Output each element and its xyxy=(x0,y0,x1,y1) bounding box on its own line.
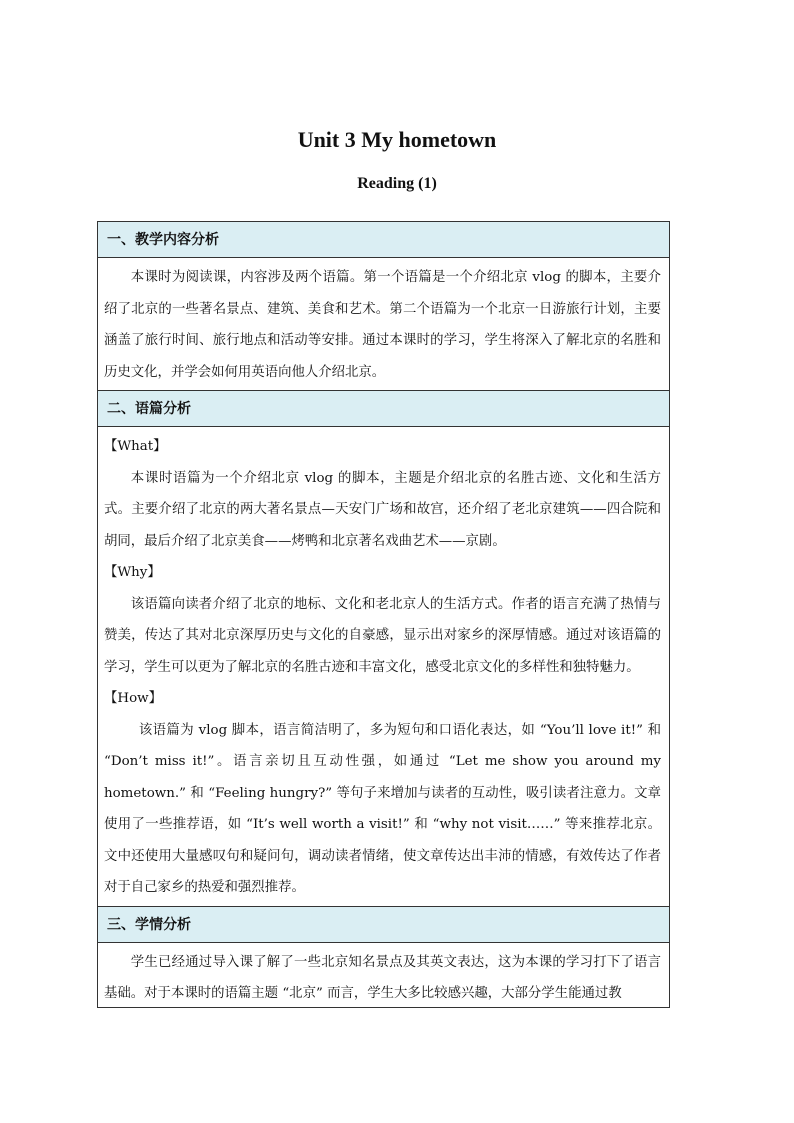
why-paragraph: 该语篇向读者介绍了北京的地标、文化和老北京人的生活方式。作者的语言充满了热情与赞美，传达了其对北京深厚历史与文化的自豪感，显示出对家乡的深厚情感。通过对该语篇的学习，学生可以更为了解北京的名胜古迹和丰富文化，感受北京文化的多样性和独特魅力。 xyxy=(104,596,661,675)
document-title: Unit 3 My hometown xyxy=(297,127,497,152)
learner-analysis-paragraph: 学生已经通过导入课了解了一些北京知名景点及其英文表达，这为本课的学习打下了语言基础。对于本课时的语篇主题 “北京” 而言，学生大多比较感兴趣，大部分学生能通过教 xyxy=(104,954,661,1001)
what-paragraph: 本课时语篇为一个介绍北京 vlog 的脚本，主题是介绍北京的名胜古迹、文化和生活方式。主要介绍了北京的两大著名景点—天安门广场和故宫，还介绍了老北京建筑——四合院和胡同，最后介绍了北京美食——烤鸭和北京著名戏曲艺术——京剧。 xyxy=(104,470,661,549)
section-heading-learner-analysis: 三、学情分析 xyxy=(98,907,669,943)
section-body-content-analysis xyxy=(98,258,669,391)
lesson-plan-table xyxy=(97,221,670,1008)
section-body-discourse-analysis xyxy=(98,427,669,907)
section-heading-discourse-analysis: 二、语篇分析 xyxy=(98,391,669,427)
document-subtitle: Reading (1) xyxy=(357,175,437,192)
section-body-learner-analysis xyxy=(98,943,669,1007)
section-heading-content-analysis: 一、教学内容分析 xyxy=(98,222,669,258)
what-label: 【What】 xyxy=(104,439,167,454)
content-analysis-paragraph: 本课时为阅读课，内容涉及两个语篇。第一个语篇是一个介绍北京 vlog 的脚本，主要介绍了北京的一些著名景点、建筑、美食和艺术。第二个语篇为一个北京一日游旅行计划，主要涵盖了旅行时间、旅行地点和活动等安排。通过本课时的学习，学生将深入了解北京的名胜和历史文化，并学会如何用英语向他人介绍北京。 xyxy=(104,270,661,380)
how-paragraph: 该语篇为 vlog 脚本，语言简洁明了，多为短句和口语化表达，如 “You’ll love it!” 和 “Don’t miss it!”。语言亲切且互动性强，如通过 “Let me show you around my hometown.” 和 “Feeling hungry?” 等句子来增加与读者的互动性，吸引读者注意力。文章使用了一些推荐语，如 “It’s well worth a visit!” 和 “why not visit……” 等来推荐北京。文中还使用大量感叹句和疑问句，调动读者情绪，使文章传达出丰沛的情感，有效传达了作者对于自己家乡的热爱和强烈推荐。 xyxy=(104,722,661,895)
how-label: 【How】 xyxy=(104,691,162,706)
why-label: 【Why】 xyxy=(104,565,161,580)
